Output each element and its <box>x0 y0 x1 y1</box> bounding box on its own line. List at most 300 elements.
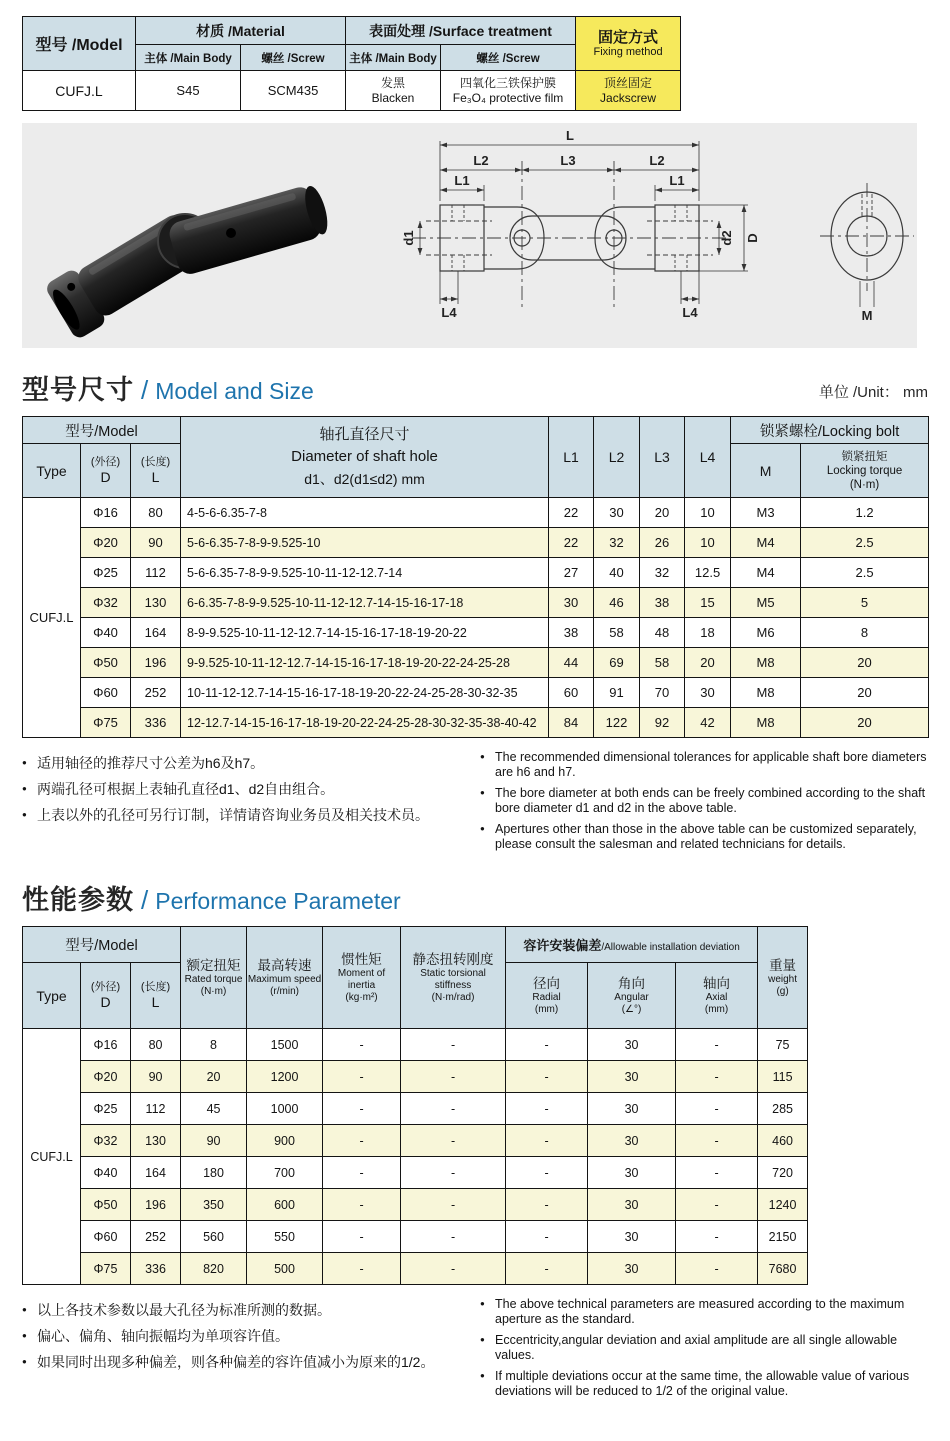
fixing-value-zh: 顶丝固定 <box>604 75 653 90</box>
cell-holes: 5-6-6.35-7-8-9-9.525-10-11-12-12.7-14 <box>181 558 549 588</box>
stiff-zh: 静态扭转刚度 <box>412 952 494 967</box>
performance-title <box>22 878 401 917</box>
inertia-unit: (kg·m²) <box>345 992 378 1003</box>
screw-surface-zh: 四氧化三铁保护膜 <box>460 75 557 90</box>
cell-stiffness: - <box>401 1093 506 1125</box>
cell-l3: 70 <box>640 678 685 708</box>
cell-len: 90 <box>131 528 181 558</box>
cell-angular: 30 <box>588 1253 676 1285</box>
torque-zh: 锁紧扭矩 <box>841 450 888 463</box>
table-row <box>23 708 929 738</box>
pf-stiffness-header <box>401 927 506 1029</box>
cell-inertia: - <box>323 1157 401 1189</box>
cell-torque: 90 <box>181 1125 247 1157</box>
body-surface-zh: 发黑 <box>381 75 406 90</box>
drawing-panel <box>22 123 917 348</box>
cell-stiffness: - <box>401 1125 506 1157</box>
rated-zh: 额定扭矩 <box>186 958 241 973</box>
dim-label-L2-left: L2 <box>473 153 489 168</box>
note-item: ● If multiple deviations occur at the same time, the allowable value of various deviations will be reduced to 1/2 of the original value. <box>480 1369 928 1398</box>
cell-torque: 20 <box>181 1061 247 1093</box>
pf-radial-header <box>506 963 588 1029</box>
notes-zh-list <box>22 1297 480 1405</box>
model-size-table <box>22 416 929 738</box>
cell-len: 112 <box>131 1093 181 1125</box>
shaft-header-range: d1、d2(d1≤d2) mm <box>304 471 425 487</box>
torque-unit: (N·m) <box>849 478 880 491</box>
cell-angular: 30 <box>588 1061 676 1093</box>
radial-unit: (mm) <box>534 1004 559 1015</box>
cell-stiffness: - <box>401 1221 506 1253</box>
cell-len: 164 <box>131 1157 181 1189</box>
cell-weight: 75 <box>758 1029 808 1061</box>
table-row <box>23 528 929 558</box>
cell-d: Φ32 <box>81 588 131 618</box>
spec-screw-col: 螺丝 /Screw <box>241 45 346 71</box>
notes-en-list <box>480 750 928 858</box>
dim-label-L4-right: L4 <box>682 305 698 320</box>
cell-stiffness: - <box>401 1189 506 1221</box>
cell-l3: 20 <box>640 498 685 528</box>
cell-inertia: - <box>323 1061 401 1093</box>
cell-l1: 38 <box>549 618 594 648</box>
cell-torque: 820 <box>181 1253 247 1285</box>
cell-speed: 550 <box>247 1221 323 1253</box>
cell-len: 90 <box>131 1061 181 1093</box>
pf-deviation-header <box>506 927 758 963</box>
table-row <box>23 1125 808 1157</box>
cell-torque: 20 <box>801 678 929 708</box>
spec-material-header: 材质 /Material <box>136 17 346 45</box>
cell-l2: 69 <box>594 648 640 678</box>
dim-label-d1: d1 <box>401 230 416 246</box>
cell-d: Φ40 <box>81 1157 131 1189</box>
table-row <box>23 648 929 678</box>
table-row <box>23 1189 808 1221</box>
cell-radial: - <box>506 1189 588 1221</box>
cell-torque: 560 <box>181 1221 247 1253</box>
spec-mainbody-col2: 主体 /Main Body <box>346 45 441 71</box>
ms-type-header: Type <box>23 444 81 498</box>
cell-m: M8 <box>731 678 801 708</box>
cell-axial: - <box>676 1253 758 1285</box>
note-item: ● 两端孔径可根据上表轴孔直径d1、d2自由组合。 <box>22 776 480 802</box>
title-separator: / <box>141 885 149 915</box>
cell-axial: - <box>676 1061 758 1093</box>
dim-label-M: M <box>861 308 873 323</box>
cell-speed: 500 <box>247 1253 323 1285</box>
cell-l4: 30 <box>685 678 731 708</box>
ms-locking-bolt-header: 锁紧螺栓/Locking bolt <box>731 417 929 444</box>
shaft-header-zh: 轴孔直径尺寸 <box>319 426 410 443</box>
torque-en: Locking torque <box>826 464 903 477</box>
spec-model-header: 型号 /Model <box>23 17 136 71</box>
cell-l3: 26 <box>640 528 685 558</box>
cell-angular: 30 <box>588 1093 676 1125</box>
dev-zh: 容许安装偏差 <box>523 938 602 953</box>
cell-len: 130 <box>131 588 181 618</box>
cell-d: Φ20 <box>81 1061 131 1093</box>
cell-torque: 20 <box>801 648 929 678</box>
cell-radial: - <box>506 1093 588 1125</box>
cell-weight: 720 <box>758 1157 808 1189</box>
cell-inertia: - <box>323 1221 401 1253</box>
ms-L3-header: L3 <box>640 417 685 498</box>
table-row <box>23 1093 808 1125</box>
ms-torque-header <box>801 444 929 498</box>
ms-L1-header: L1 <box>549 417 594 498</box>
cell-d: Φ50 <box>81 1189 131 1221</box>
weight-en: weight <box>768 974 798 985</box>
fixing-value-en: Jackscrew <box>600 90 657 105</box>
axial-en: Axial <box>705 992 728 1003</box>
cell-holes: 4-5-6-6.35-7-8 <box>181 498 549 528</box>
dim-label-L1-right: L1 <box>669 173 685 188</box>
speed-zh: 最高转速 <box>257 958 312 973</box>
cell-holes: 6-6.35-7-8-9-9.525-10-11-12-12.7-14-15-16-17-18 <box>181 588 549 618</box>
cell-l1: 22 <box>549 498 594 528</box>
cell-weight: 2150 <box>758 1221 808 1253</box>
spec-body-material: S45 <box>136 71 241 111</box>
cell-angular: 30 <box>588 1125 676 1157</box>
cell-d: Φ25 <box>81 558 131 588</box>
pf-weight-header <box>758 927 808 1029</box>
cell-speed: 1500 <box>247 1029 323 1061</box>
cell-torque: 2.5 <box>801 558 929 588</box>
angular-en: Angular <box>614 992 649 1003</box>
cell-l1: 22 <box>549 528 594 558</box>
cell-l3: 48 <box>640 618 685 648</box>
dim-label-L4-left: L4 <box>441 305 457 320</box>
cell-torque: 2.5 <box>801 528 929 558</box>
table-row <box>23 1221 808 1253</box>
cell-l2: 122 <box>594 708 640 738</box>
cell-torque: 180 <box>181 1157 247 1189</box>
cell-weight: 1240 <box>758 1189 808 1221</box>
cell-d: Φ40 <box>81 618 131 648</box>
performance-table <box>22 926 808 1285</box>
cell-radial: - <box>506 1029 588 1061</box>
cell-inertia: - <box>323 1093 401 1125</box>
l-sub: (长度) <box>140 981 171 993</box>
cell-len: 164 <box>131 618 181 648</box>
d-main: D <box>100 994 111 1010</box>
dim-label-L2-right: L2 <box>649 153 665 168</box>
cell-holes: 5-6-6.35-7-8-9-9.525-10 <box>181 528 549 558</box>
pf-rated-header <box>181 927 247 1029</box>
cell-stiffness: - <box>401 1029 506 1061</box>
cell-speed: 1200 <box>247 1061 323 1093</box>
cell-len: 196 <box>131 648 181 678</box>
dimension-labels <box>401 128 872 323</box>
ms-L4-header: L4 <box>685 417 731 498</box>
cell-d: Φ25 <box>81 1093 131 1125</box>
cell-radial: - <box>506 1061 588 1093</box>
cell-l1: 27 <box>549 558 594 588</box>
cell-l1: 84 <box>549 708 594 738</box>
ms-shaft-header <box>181 417 549 498</box>
title-zh: 型号尺寸 <box>22 375 134 405</box>
fixing-header-zh: 固定方式 <box>598 28 659 46</box>
cell-l4: 12.5 <box>685 558 731 588</box>
l-sub: (长度) <box>140 456 171 468</box>
table-row <box>23 1029 808 1061</box>
table-row <box>23 1157 808 1189</box>
notes-en-list <box>480 1297 928 1405</box>
cell-len: 130 <box>131 1125 181 1157</box>
stiff-en: Static torsional stiffness <box>420 968 486 991</box>
cell-holes: 9-9.525-10-11-12-12.7-14-15-16-17-18-19-20-22-24-25-28 <box>181 648 549 678</box>
cell-holes: 8-9-9.525-10-11-12-12.7-14-15-16-17-18-19-20-22 <box>181 618 549 648</box>
speed-unit: (r/min) <box>270 986 299 997</box>
cell-l2: 30 <box>594 498 640 528</box>
cell-angular: 30 <box>588 1157 676 1189</box>
product-photo-illustration <box>44 182 333 341</box>
cell-d: Φ16 <box>81 1029 131 1061</box>
cell-angular: 30 <box>588 1029 676 1061</box>
note-item: ● 偏心、偏角、轴向振幅均为单项容许值。 <box>22 1323 480 1349</box>
end-view-drawing <box>820 183 914 307</box>
note-item: ● 上表以外的孔径可另行订制，详情请咨询业务员及相关技术员。 <box>22 802 480 828</box>
radial-en: Radial <box>532 992 561 1003</box>
cell-l4: 15 <box>685 588 731 618</box>
table-row <box>23 558 929 588</box>
angular-zh: 角向 <box>618 976 646 991</box>
spec-mainbody-col: 主体 /Main Body <box>136 45 241 71</box>
title-en: Performance Parameter <box>155 888 401 914</box>
dim-label-d2: d2 <box>719 230 734 246</box>
ms-type-value: CUFJ.L <box>23 498 81 738</box>
note-item: ● Eccentricity,angular deviation and axial amplitude are all single allowable values. <box>480 1333 928 1362</box>
cell-len: 336 <box>131 1253 181 1285</box>
table-row <box>23 588 929 618</box>
cell-d: Φ50 <box>81 648 131 678</box>
cell-l3: 92 <box>640 708 685 738</box>
cell-torque: 1.2 <box>801 498 929 528</box>
note-item: ● 适用轴径的推荐尺寸公差为h6及h7。 <box>22 750 480 776</box>
cell-stiffness: - <box>401 1157 506 1189</box>
cell-l4: 42 <box>685 708 731 738</box>
body-surface-en: Blacken <box>371 90 415 105</box>
cell-m: M8 <box>731 708 801 738</box>
spec-table <box>22 16 681 111</box>
cell-stiffness: - <box>401 1061 506 1093</box>
cell-torque: 5 <box>801 588 929 618</box>
spec-model-value: CUFJ.L <box>23 71 136 111</box>
pf-d-header <box>81 963 131 1029</box>
dim-label-L: L <box>566 128 574 143</box>
cell-l1: 30 <box>549 588 594 618</box>
ms-m-header: M <box>731 444 801 498</box>
d-sub: (外径) <box>90 456 121 468</box>
cell-d: Φ60 <box>81 1221 131 1253</box>
cell-d: Φ32 <box>81 1125 131 1157</box>
l-main: L <box>151 469 160 485</box>
d-main: D <box>100 469 111 485</box>
cell-holes: 10-11-12-12.7-14-15-16-17-18-19-20-22-24-25-28-30-32-35 <box>181 678 549 708</box>
cell-torque: 45 <box>181 1093 247 1125</box>
fixing-header-en: Fixing method <box>593 45 663 58</box>
cell-speed: 700 <box>247 1157 323 1189</box>
note-item: ● 如果同时出现多种偏差，则各种偏差的容许值减小为原来的1/2。 <box>22 1349 480 1375</box>
cell-l1: 44 <box>549 648 594 678</box>
dim-label-L1-left: L1 <box>454 173 470 188</box>
unit-label: 单位 /Unit： mm <box>818 384 928 401</box>
pf-speed-header <box>247 927 323 1029</box>
cell-axial: - <box>676 1029 758 1061</box>
spec-screw-surface <box>441 71 576 111</box>
dev-en: /Allowable installation deviation <box>601 942 740 953</box>
cell-weight: 115 <box>758 1061 808 1093</box>
pf-model-header: 型号/Model <box>23 927 181 963</box>
cell-l4: 10 <box>685 498 731 528</box>
cell-holes: 12-12.7-14-15-16-17-18-19-20-22-24-25-28-30-32-35-38-40-42 <box>181 708 549 738</box>
dim-label-D: D <box>745 233 760 243</box>
rated-unit: (N·m) <box>200 986 227 997</box>
cell-axial: - <box>676 1125 758 1157</box>
pf-axial-header <box>676 963 758 1029</box>
inertia-zh: 惯性矩 <box>341 952 382 967</box>
cell-len: 80 <box>131 498 181 528</box>
axial-unit: (mm) <box>704 1004 729 1015</box>
spec-fixing-header <box>576 17 681 71</box>
cell-stiffness: - <box>401 1253 506 1285</box>
cell-inertia: - <box>323 1189 401 1221</box>
spec-fixing-value <box>576 71 681 111</box>
cell-torque: 20 <box>801 708 929 738</box>
model-size-section-head <box>22 368 928 407</box>
cell-l2: 32 <box>594 528 640 558</box>
note-item: ● 以上各技术参数以最大孔径为标准所测的数据。 <box>22 1297 480 1323</box>
cell-speed: 900 <box>247 1125 323 1157</box>
screw-surface-en: Fe₃O₄ protective film <box>452 90 564 105</box>
weight-zh: 重量 <box>769 958 797 973</box>
cell-speed: 600 <box>247 1189 323 1221</box>
cell-m: M3 <box>731 498 801 528</box>
cell-m: M4 <box>731 528 801 558</box>
cell-speed: 1000 <box>247 1093 323 1125</box>
cell-torque: 8 <box>801 618 929 648</box>
inertia-en: Moment of inertia <box>337 968 386 991</box>
cell-l3: 32 <box>640 558 685 588</box>
spec-surface-header: 表面处理 /Surface treatment <box>346 17 576 45</box>
cell-m: M8 <box>731 648 801 678</box>
cell-radial: - <box>506 1253 588 1285</box>
cell-l3: 58 <box>640 648 685 678</box>
radial-zh: 径向 <box>533 976 561 991</box>
cell-len: 112 <box>131 558 181 588</box>
cell-weight: 460 <box>758 1125 808 1157</box>
angular-unit: (∠°) <box>621 1004 642 1015</box>
table-row <box>23 1061 808 1093</box>
cell-torque: 8 <box>181 1029 247 1061</box>
cell-l4: 10 <box>685 528 731 558</box>
model-size-title <box>22 368 314 407</box>
cell-radial: - <box>506 1157 588 1189</box>
cell-l1: 60 <box>549 678 594 708</box>
cell-angular: 30 <box>588 1189 676 1221</box>
cell-l2: 46 <box>594 588 640 618</box>
table-row <box>23 618 929 648</box>
pf-inertia-header <box>323 927 401 1029</box>
d-sub: (外径) <box>90 981 121 993</box>
spec-body-surface <box>346 71 441 111</box>
cell-len: 252 <box>131 1221 181 1253</box>
table-row <box>23 1253 808 1285</box>
cell-l4: 20 <box>685 648 731 678</box>
ms-l-header <box>131 444 181 498</box>
cell-l3: 38 <box>640 588 685 618</box>
note-item: ● The bore diameter at both ends can be freely combined according to the shaft bore diameter d1 and d2 in the above table. <box>480 786 928 815</box>
pf-type-value: CUFJ.L <box>23 1029 81 1285</box>
table-row <box>23 678 929 708</box>
cell-d: Φ16 <box>81 498 131 528</box>
cell-inertia: - <box>323 1029 401 1061</box>
shaft-header-en: Diameter of shaft hole <box>291 448 438 465</box>
spec-screw-material: SCM435 <box>241 71 346 111</box>
note-item: ● The recommended dimensional tolerances for applicable shaft bore diameters are h6 and h7. <box>480 750 928 779</box>
weight-unit: (g) <box>776 986 789 997</box>
cell-d: Φ20 <box>81 528 131 558</box>
cell-radial: - <box>506 1221 588 1253</box>
cell-len: 336 <box>131 708 181 738</box>
cell-d: Φ75 <box>81 1253 131 1285</box>
cell-inertia: - <box>323 1253 401 1285</box>
cell-axial: - <box>676 1157 758 1189</box>
performance-section-head <box>22 878 928 917</box>
title-separator: / <box>141 375 149 405</box>
cell-angular: 30 <box>588 1221 676 1253</box>
cell-axial: - <box>676 1221 758 1253</box>
speed-en: Maximum speed <box>247 974 322 985</box>
cell-l2: 58 <box>594 618 640 648</box>
note-item: ● The above technical parameters are measured according to the maximum aperture as the standard. <box>480 1297 928 1326</box>
pf-angular-header <box>588 963 676 1029</box>
cell-m: M6 <box>731 618 801 648</box>
cell-torque: 350 <box>181 1189 247 1221</box>
stiff-unit: (N·m/rad) <box>431 992 475 1003</box>
cell-axial: - <box>676 1189 758 1221</box>
cell-inertia: - <box>323 1125 401 1157</box>
cell-d: Φ75 <box>81 708 131 738</box>
cell-l2: 40 <box>594 558 640 588</box>
ms-L2-header: L2 <box>594 417 640 498</box>
cell-len: 196 <box>131 1189 181 1221</box>
dim-label-L3: L3 <box>560 153 576 168</box>
technical-drawing <box>22 123 917 348</box>
rated-en: Rated torque <box>184 974 243 985</box>
cell-weight: 285 <box>758 1093 808 1125</box>
pf-l-header <box>131 963 181 1029</box>
performance-notes <box>22 1297 928 1405</box>
cell-m: M4 <box>731 558 801 588</box>
notes-zh-list <box>22 750 480 858</box>
cell-m: M5 <box>731 588 801 618</box>
ms-d-header <box>81 444 131 498</box>
table-row <box>23 498 929 528</box>
cell-radial: - <box>506 1125 588 1157</box>
cell-d: Φ60 <box>81 678 131 708</box>
l-main: L <box>151 994 160 1010</box>
cell-len: 80 <box>131 1029 181 1061</box>
cell-len: 252 <box>131 678 181 708</box>
cell-axial: - <box>676 1093 758 1125</box>
title-zh: 性能参数 <box>22 885 134 915</box>
note-item: ● Apertures other than those in the above table can be customized separately, please consult the salesman and related technicians for details. <box>480 822 928 851</box>
cell-l2: 91 <box>594 678 640 708</box>
axial-zh: 轴向 <box>703 976 731 991</box>
model-size-notes <box>22 750 928 858</box>
